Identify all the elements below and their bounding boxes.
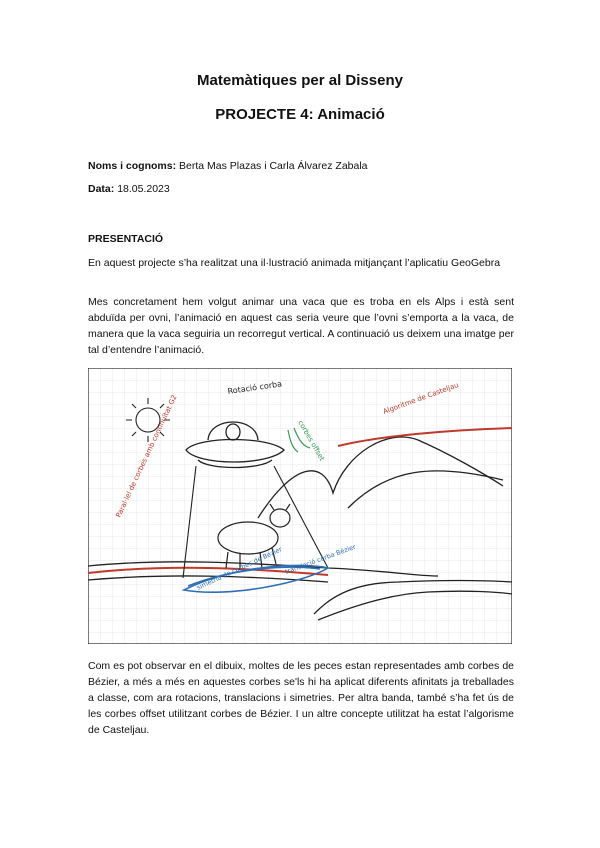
label-casteljau: Algoritme de Casteljau bbox=[381, 381, 460, 416]
label-rotation: Rotació corba bbox=[227, 379, 283, 396]
date-value: 18.05.2023 bbox=[117, 183, 170, 195]
document-title: Matemàtiques per al Disseny bbox=[197, 72, 403, 89]
sketch-frame bbox=[88, 368, 512, 644]
label-parallel: Paral·lel de corbes amb continuïtat G2 bbox=[114, 393, 179, 519]
paragraph-observation: Com es pot observar en el dibuix, moltes de les peces estan representades amb corbes de Bézier, a més a més en aquestes corbes se'ls hi ha aplicat diferents afinitats ja treballades a classe, com ara rotacions, translacions i simetries. Per altra banda, també s’ha fet ús de les corbes offset utilitzant corbes de Bézier. I un altre concepte utilitzat ha estat l’algorisme de Casteljau. bbox=[88, 660, 514, 736]
date-label: Data: bbox=[88, 183, 115, 195]
label-symmetry: simetria de corbes de Bézier bbox=[195, 545, 284, 592]
paragraph-intro: En aquest projecte s’ha realitzat una il·lustració animada mitjançant l’aplicatiu GeoGebra bbox=[88, 257, 501, 269]
label-translation: translació corba Bézier bbox=[283, 542, 357, 576]
project-title: PROJECTE 4: Animació bbox=[215, 106, 385, 123]
names-line bbox=[88, 160, 368, 172]
date-line bbox=[88, 183, 170, 195]
label-offset: corbes offset bbox=[296, 419, 326, 463]
paragraph-description: Mes concretament hem volgut animar una vaca que es troba en els Alps i està sent abduïda per ovni, l’animació en aquest cas seria veure que l’ovni s’emporta a la vaca, de manera que la vaca seguiria un recorregut vertical. A continuació us deixem una imatge per tal d’entendre l’animació. bbox=[88, 296, 514, 356]
section-heading: PRESENTACIÓ bbox=[88, 233, 164, 245]
names-value: Berta Mas Plazas i Carla Álvarez Zabala bbox=[179, 160, 368, 172]
sketch-illustration bbox=[88, 368, 512, 644]
names-label: Noms i cognoms: bbox=[88, 160, 177, 172]
